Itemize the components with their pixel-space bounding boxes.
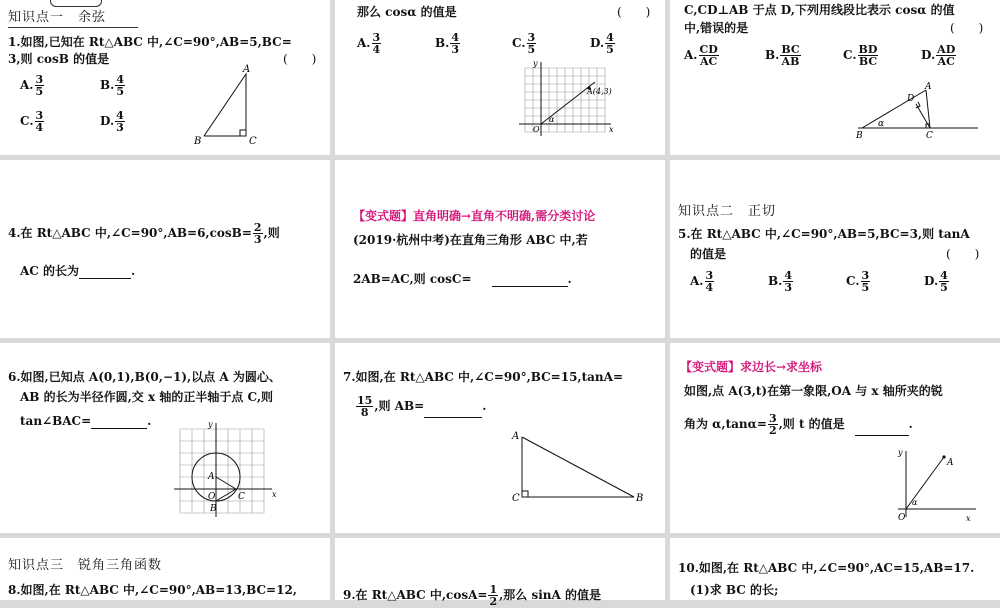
- fraction: [783, 270, 793, 293]
- triangle-figure: [852, 80, 982, 142]
- question-text-part: ,则: [263, 226, 280, 240]
- option-c: [846, 270, 871, 293]
- point-label-a: A: [947, 458, 954, 468]
- question-text-part: 2AB=AC,则 cosC=: [353, 272, 472, 286]
- numerator: 4: [116, 109, 124, 122]
- option-d: [924, 270, 950, 293]
- option-label: D.: [100, 114, 115, 128]
- denominator: 4: [705, 281, 714, 294]
- numerator: 3: [372, 31, 381, 44]
- question-text: [20, 263, 135, 279]
- question-text: 10.如图,在 Rt△ABC 中,∠C=90°,AC=15,AB=17.: [678, 561, 975, 575]
- numerator: 4: [784, 269, 792, 282]
- fraction: [35, 74, 45, 97]
- question-text-part: ,则 t 的值是: [778, 417, 845, 431]
- numerator: 4: [606, 31, 614, 44]
- angle-label: α: [549, 115, 555, 124]
- denominator: 3: [253, 233, 262, 246]
- option-label: A.: [357, 36, 371, 50]
- origin-label: O: [898, 513, 906, 523]
- vertex-label-d: D: [907, 94, 915, 104]
- vertex-label-a: A: [512, 431, 520, 442]
- period: .: [131, 264, 136, 278]
- vertex-label-c: C: [926, 131, 933, 141]
- question-text: [8, 222, 280, 245]
- section-heading: 知识点三 锐角三角函数: [8, 558, 163, 573]
- answer-bracket: ( ): [946, 247, 980, 261]
- question-text: 那么 cosα 的值是: [357, 5, 457, 19]
- option-a: [20, 74, 45, 97]
- option-b: [435, 32, 461, 55]
- numerator: 4: [451, 31, 459, 44]
- fraction: [861, 270, 871, 293]
- answer-blank[interactable]: [424, 405, 482, 418]
- vertex-label-b: B: [856, 131, 863, 141]
- numerator: AD: [937, 43, 956, 56]
- question-text: (1)求 BC 的长;: [690, 583, 779, 597]
- question-text-part: ,则 AB=: [374, 399, 425, 413]
- answer-blank[interactable]: [855, 419, 909, 436]
- option-b: [765, 44, 802, 67]
- fraction: [115, 110, 125, 133]
- panel-variant-1: [335, 160, 665, 338]
- denominator: 5: [527, 43, 536, 56]
- question-text-part: 4.在 Rt△ABC 中,∠C=90°,AB=6,cosB=: [8, 226, 252, 240]
- vertex-label-a: A: [243, 64, 251, 75]
- panel-q10: [670, 538, 1000, 600]
- period: .: [908, 417, 913, 431]
- option-b: [100, 74, 126, 97]
- axis-label-x: x: [609, 125, 614, 134]
- denominator: 3: [116, 121, 124, 134]
- fraction: [939, 270, 949, 293]
- panel-q5: [670, 160, 1000, 338]
- fraction: [605, 32, 615, 55]
- panel-q1: [0, 0, 330, 155]
- question-text: [353, 264, 572, 287]
- option-label: C.: [512, 36, 526, 50]
- point-label-b: B: [210, 504, 217, 514]
- triangle-figure: [510, 429, 660, 509]
- axis-label-x: x: [272, 490, 277, 499]
- numerator: 4: [940, 269, 948, 282]
- option-c: [20, 110, 45, 133]
- panel-q6: [0, 343, 330, 533]
- angle-label: α: [878, 119, 885, 129]
- point-label-c: C: [238, 492, 245, 502]
- answer-blank[interactable]: [492, 264, 568, 287]
- option-label: A.: [20, 78, 34, 92]
- question-text-part: 9.在 Rt△ABC 中,cosA=: [343, 588, 488, 602]
- question-text: [355, 395, 486, 418]
- question-text-part: tan∠BAC=: [20, 414, 92, 428]
- panel-q7: [335, 343, 665, 533]
- option-label: B.: [100, 78, 115, 92]
- option-label: B.: [435, 36, 450, 50]
- option-label: A.: [690, 274, 704, 288]
- question-text: (2019·杭州中考)在直角三角形 ABC 中,若: [353, 233, 588, 247]
- panel-q2: [335, 0, 665, 155]
- denominator: 5: [35, 85, 44, 98]
- question-text: 8.如图,在 Rt△ABC 中,∠C=90°,AB=13,BC=12,: [8, 583, 297, 597]
- denominator: AC: [937, 55, 955, 68]
- section-heading: 知识点二 正切: [678, 204, 777, 219]
- denominator: 3: [784, 281, 792, 294]
- period: .: [482, 399, 487, 413]
- option-label: D.: [590, 36, 605, 50]
- answer-blank[interactable]: [79, 266, 131, 279]
- numerator: 3: [35, 73, 44, 86]
- fraction: [115, 74, 125, 97]
- question-text: [684, 413, 913, 436]
- fraction: [705, 270, 715, 293]
- option-a: [357, 32, 382, 55]
- option-label: B.: [765, 48, 780, 62]
- fraction: [780, 44, 800, 67]
- numerator: 4: [116, 73, 124, 86]
- question-text: 3,则 cosB 的值是: [8, 52, 110, 66]
- option-label: A.: [684, 48, 698, 62]
- fraction: [699, 44, 719, 67]
- denominator: BC: [858, 55, 878, 68]
- numerator: 3: [527, 31, 536, 44]
- question-text: 5.在 Rt△ABC 中,∠C=90°,AB=5,BC=3,则 tanA: [678, 227, 970, 241]
- vertex-label-b: B: [194, 136, 202, 147]
- option-d: [100, 110, 126, 133]
- page-corner-decoration: [50, 0, 102, 7]
- denominator: AC: [700, 55, 718, 68]
- question-text-part: AC 的长为: [20, 264, 80, 278]
- point-label-a: A: [208, 472, 215, 482]
- axis-label-y: y: [533, 59, 538, 68]
- question-text: C,CD⊥AB 于点 D,下列用线段比表示 cosα 的值: [684, 3, 955, 17]
- numerator: 3: [768, 412, 777, 425]
- question-text: AB 的长为半径作圆,交 x 轴的正半轴于点 C,则: [20, 390, 274, 404]
- numerator: CD: [699, 43, 718, 56]
- axis-label-x: x: [966, 514, 971, 523]
- denominator: 5: [606, 43, 614, 56]
- panel-variant-2: [670, 343, 1000, 533]
- denominator: 3: [451, 43, 459, 56]
- fraction: [858, 44, 879, 67]
- section-heading: 知识点一 余弦: [8, 10, 107, 25]
- coordinate-grid-figure: [517, 58, 617, 138]
- heading-underline: [8, 27, 138, 28]
- numerator: 1: [489, 583, 498, 596]
- denominator: AB: [781, 55, 800, 68]
- point-label: A(4,3): [587, 87, 612, 96]
- origin-label: O: [208, 492, 216, 502]
- option-a: [684, 44, 720, 67]
- vertex-label-c: C: [512, 493, 520, 504]
- fraction: [450, 32, 460, 55]
- option-b: [768, 270, 794, 293]
- angle-label: α: [912, 498, 918, 507]
- axis-label-y: y: [898, 448, 903, 457]
- question-text-part: ,那么 sinA 的值是: [499, 588, 602, 602]
- question-text: 1.如图,已知在 Rt△ABC 中,∠C=90°,AB=5,BC=: [8, 35, 292, 49]
- triangle-figure: [190, 62, 280, 147]
- question-text: 的值是: [690, 247, 727, 261]
- option-label: C.: [843, 48, 857, 62]
- vertex-label-a: A: [925, 82, 932, 92]
- option-c: [512, 32, 537, 55]
- answer-bracket: ( ): [283, 52, 317, 66]
- question-text: 中,错误的是: [684, 21, 749, 35]
- answer-bracket: ( ): [617, 5, 651, 19]
- option-label: C.: [846, 274, 860, 288]
- denominator: 5: [861, 281, 870, 294]
- option-d: [921, 44, 957, 67]
- numerator: BD: [858, 43, 878, 56]
- vertex-label-b: B: [636, 493, 644, 504]
- panel-q4: [0, 160, 330, 338]
- origin-label: O: [533, 125, 540, 134]
- panel-q8: [0, 538, 330, 600]
- answer-bracket: ( ): [950, 21, 984, 35]
- option-a: [690, 270, 715, 293]
- numerator: 3: [861, 269, 870, 282]
- denominator: 8: [360, 406, 369, 419]
- denominator: 4: [35, 121, 44, 134]
- variant-tag: 【变式题】直角明确→直角不明确,需分类讨论: [353, 209, 596, 223]
- option-c: [843, 44, 879, 67]
- answer-blank[interactable]: [91, 416, 147, 429]
- option-d: [590, 32, 616, 55]
- axis-label-y: y: [208, 420, 213, 429]
- circle-grid-figure: [172, 419, 282, 517]
- vertex-label-c: C: [249, 136, 257, 147]
- fraction: [488, 584, 498, 607]
- question-text: [343, 584, 601, 607]
- fraction: [372, 32, 382, 55]
- numerator: 2: [253, 221, 262, 234]
- question-text: 6.如图,已知点 A(0,1),B(0,−1),以点 A 为圆心、: [8, 370, 281, 384]
- question-text-part: 角为 α,tanα=: [684, 417, 767, 431]
- numerator: 3: [35, 109, 44, 122]
- period: .: [567, 272, 572, 286]
- fraction: [35, 110, 45, 133]
- denominator: 2: [768, 424, 777, 437]
- coordinate-figure: [890, 447, 980, 523]
- option-label: D.: [924, 274, 939, 288]
- numerator: BC: [781, 43, 800, 56]
- option-label: C.: [20, 114, 34, 128]
- panel-q3: [670, 0, 1000, 155]
- fraction: [936, 44, 956, 67]
- fraction: [253, 222, 263, 245]
- question-text: 如图,点 A(3,t)在第一象限,OA 与 x 轴所夹的锐: [684, 384, 943, 398]
- denominator: 2: [489, 595, 498, 608]
- option-label: B.: [768, 274, 783, 288]
- numerator: 15: [357, 394, 373, 407]
- denominator: 4: [372, 43, 381, 56]
- panel-q9: [335, 538, 665, 608]
- variant-tag: 【变式题】求边长→求坐标: [680, 360, 823, 374]
- fraction: [527, 32, 537, 55]
- question-text: 7.如图,在 Rt△ABC 中,∠C=90°,BC=15,tanA=: [343, 370, 624, 384]
- option-label: D.: [921, 48, 936, 62]
- period: .: [147, 414, 152, 428]
- numerator: 3: [705, 269, 714, 282]
- fraction: [768, 413, 778, 436]
- denominator: 5: [940, 281, 948, 294]
- question-text: [20, 413, 151, 429]
- denominator: 5: [116, 85, 124, 98]
- fraction: [356, 395, 373, 418]
